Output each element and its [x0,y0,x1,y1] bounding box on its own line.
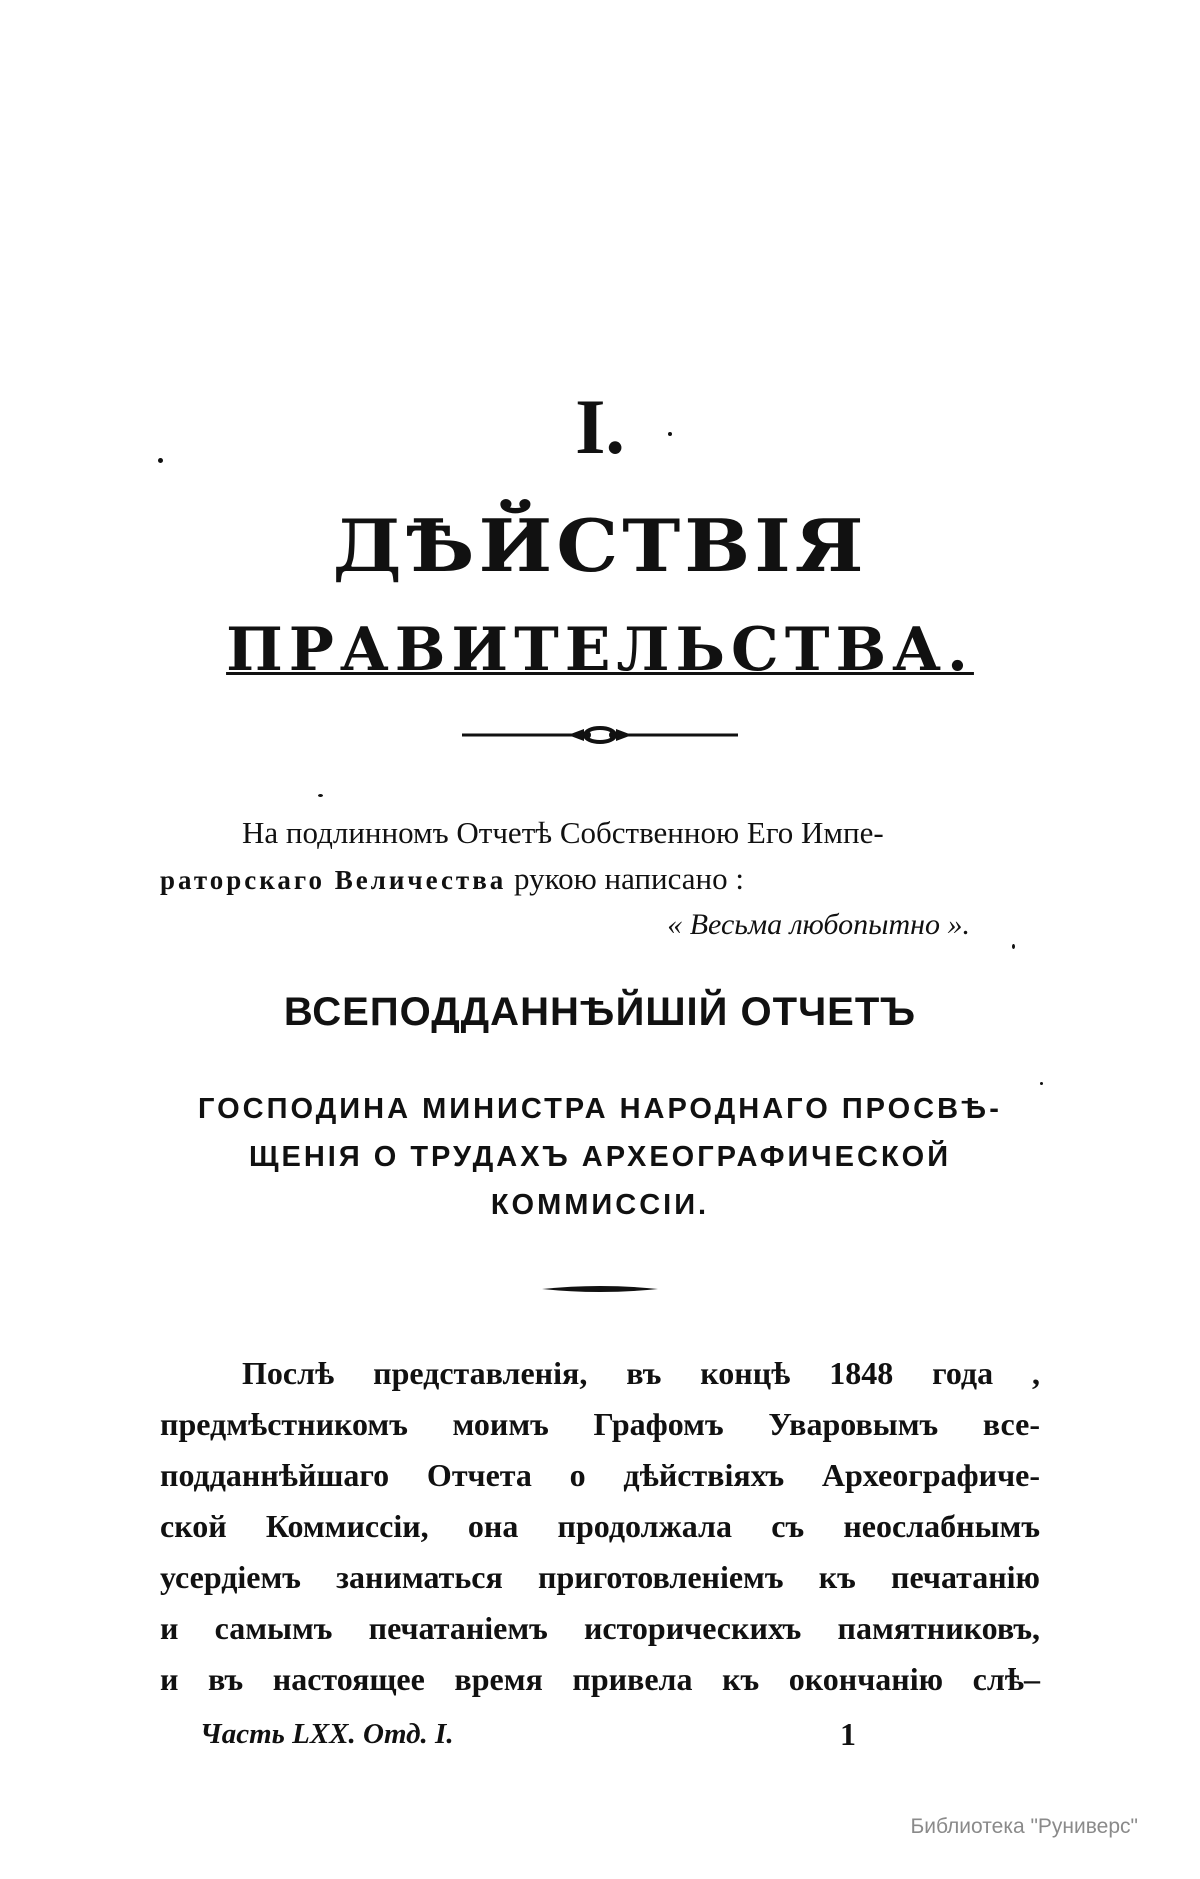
report-title: ВСЕПОДДАННѢЙШІЙ ОТЧЕТЪ [283,990,917,1034]
print-speck [1012,944,1015,949]
annotation-part-3: рукою написано : [514,861,744,896]
annotation-quote: « Весьма любопытно ». [667,908,970,941]
section-title-line-1: ДѢЙСТВІЯ [332,504,868,589]
print-speck [1040,1082,1043,1085]
annotation-part-2: раторскаго Величества [160,865,507,895]
report-subtitle [170,1085,1030,1229]
body-line: подданнѣйшаго Отчета о дѣйствіяхъ Археографиче- [160,1457,1040,1493]
report-subtitle-line: ЩЕНІЯ О ТРУДАХЪ АРХЕОГРАФИЧЕСКОЙ [248,1141,952,1173]
body-line: и самымъ печатаніемъ историческихъ памятниковъ, [160,1610,1040,1646]
body-line: ской Коммиссіи, она продолжала съ неослабнымъ [160,1508,1040,1544]
ornamental-divider-top [0,722,1200,753]
body-line: предмѣстникомъ моимъ Графомъ Уваровымъ все- [160,1406,1040,1442]
report-subtitle-line: КОММИССІИ. [490,1189,710,1221]
body-line: усердіемъ заниматься приготовленіемъ къ печатанію [160,1559,1040,1595]
ornament-rule-icon [460,722,740,748]
report-subtitle-line: ГОСПОДИНА МИНИСТРА НАРОДНАГО ПРОСВѢ- [198,1093,1002,1125]
body-line: и въ настоящее время привела къ окончанію слѣ– [160,1661,1040,1697]
body-line: Послѣ представленія, въ концѣ 1848 года , [242,1355,1040,1391]
body-paragraph [160,1348,1040,1705]
ornamental-divider-bottom [0,1282,1200,1301]
print-speck [318,794,323,797]
annotation-part-1: На подлинномъ Отчетѣ Собственною Его Импе- [242,815,884,850]
section-numeral: I. [575,383,625,470]
print-speck [668,432,672,436]
print-speck [158,458,163,463]
page-number: 1 [840,1716,856,1752]
library-watermark: Библиотека "Руниверс" [910,1815,1138,1838]
imperial-annotation [160,810,1040,903]
short-rule-icon [540,1282,660,1296]
page-signature: Часть LXX. Отд. I. [200,1718,454,1750]
section-title-line-2: ПРАВИТЕЛЬСТВА. [226,615,974,685]
